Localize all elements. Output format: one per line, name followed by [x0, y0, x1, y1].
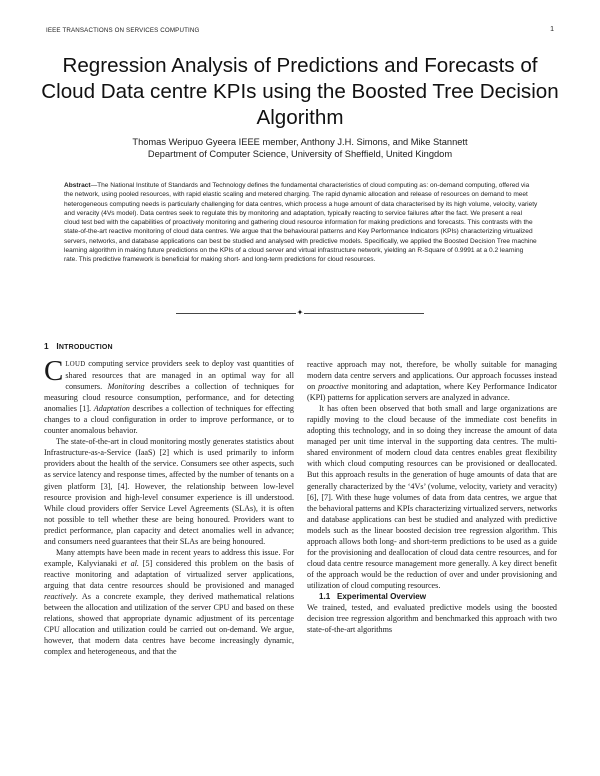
italic-term-reactively: reactively — [44, 591, 76, 601]
text-run: [5] considered this problem on the basis of reactive monitoring and adaptation of virtualized server applications, arguing that data centre resources should be provisioned and managed — [44, 558, 294, 590]
right-paragraph-1 — [307, 359, 557, 403]
section-number: 1 — [44, 341, 49, 351]
abstract-text: —The National Institute of Standards and Technology defines the fundamental characteristics of cloud computing as: on-demand computing, offered via the network, using pooled resources, with rapid elastic scaling and metered charging. The rapid dynamic allocation and release of resources on demand to meet heterogeneous computing needs is particularly challenging for data centres, which process a huge amount of data characterised by its high volume, velocity, variety and veracity (4Vs model). Data centres seek to regulate this by monitoring and adaptation, typically reacting to service failures after the fact. We present a real cloud test bed with the capabilities of proactively monitoring and gathering cloud resource information for making predictions and forecasts. This contrasts with the state-of-the-art reactive monitoring of cloud data centres. We argue that the behavioural patterns and Key Performance Indicators (KPIs) characterizing virtualized servers, networks, and database applications can best be studied and analysed with predictive models. Specifically, we applied the Boosted Decision Tree machine learning algorithm in making future predictions on the KPIs of a cloud server and virtual infrastructure network, yielding an R-Square of 0.9991 at a 0.2 learning rate. This predictive framework is beneficial for making short- and long-term predictions for cloud resources. — [64, 182, 538, 263]
text-run: reactive approach may not, therefore, be wholly suitable for managing modern data centre servers and applications. Our approach focusses instead on — [307, 360, 557, 392]
dropcap-smallcaps: LOUD — [65, 361, 86, 368]
text-run: describes a collection of techniques for measuring cloud resource consumption, performance, and for detecting anomalies [1]. — [44, 382, 294, 414]
author-affiliation: Department of Computer Science, University of Sheffield, United Kingdom — [147, 149, 453, 159]
page-number: 1 — [550, 26, 554, 33]
right-column — [307, 359, 557, 635]
dropcap-letter: C — [44, 355, 64, 387]
intro-paragraph-3 — [44, 547, 294, 657]
text-run: . As a concrete example, they derived mathematical relations between the allocation and utilization of the server CPU and based on these relations, showed that appropriate dynamic adjustment of its percentage CPU allocation and utilization could be carried out on-demand. We argue, however, that modern data centres have become increasingly dynamic, complex and heterogeneous, and that the — [44, 591, 294, 657]
text-run: Many attempts have been made in recent years to address this issue. For example, Kalyvianaki — [44, 547, 294, 568]
author-block — [40, 136, 560, 160]
abstract — [64, 181, 538, 264]
intro-paragraph-2: The state-of-the-art in cloud monitoring mostly generates statistics about Infrastructure-as-a-Service (IaaS) [2] which is used primarily to inform providers about the health of the service. Consumers see other aspects, such as service latency and response times, affected by the number of tenants on a given platform [3], [4]. However, the relationship between low-level resource provision and high-level consumer experience is ill understood. While cloud providers offer Service Level Agreements (SLAs), it is often not possible to tell whether these are being honoured. Providers want to predict performance, plan capacity and detect anomalies well in advance; and consumers need guarantees that their SLAs are being honoured. — [44, 437, 294, 546]
right-paragraph-3: We trained, tested, and evaluated predictive models using the boosted decision tree regression algorithm and benchmarked this approach with two state-of-the-art algorithms — [307, 603, 557, 635]
text-run: computing service providers seek to deploy vast quantities of shared resources that are managed in an optimal way for all consumers. — [65, 359, 294, 392]
text-run: monitoring and adaptation, where Key Performance Indicator (KPI) patterns for application servers are analyzed in advance. — [307, 382, 558, 403]
separator-diamond-icon: ✦ — [296, 308, 304, 317]
paper-title: Regression Analysis of Predictions and Forecasts of Cloud Data centre KPIs using the Boosted Tree Decision Algorithm — [41, 54, 559, 129]
intro-paragraph-1 — [44, 355, 294, 436]
abstract-label: Abstract — [64, 182, 91, 189]
italic-term-monitoring: Monitoring — [107, 382, 145, 392]
italic-term-adaptation: Adaptation — [93, 404, 130, 414]
section-title-cap: I — [56, 341, 59, 351]
italic-et-al: et al. — [120, 558, 139, 568]
right-paragraph-2: It has often been observed that both small and large organizations are rapidly moving to the cloud because of the immediate cost benefits in adopting this technology, and in so doing they increase the amount of data managed per unit time interval in the supporting data centres. The multi-shared environment of modern cloud data centres enables great flexibility with which cloud computing resources can be provisioned or deallocated. But this approach results in the generation of huge amounts of data that are generally characterized by the ‘4Vs’ (volume, velocity, variety and veracity) [6], [7]. With these huge volumes of data from data centres, we argue that the behavioral patterns and KPIs characterizing virtualized servers, networks and database applications can best be studied and analyzed with predictive models such as the linear boosted decision tree regression algorithm. This approach allows both long- and short-term predictions to be used as a guide for the provisioning and deallocation of cloud data centre resources, and for cloud data centre resource management more generally. A key direct benefit of the approach would be the reduction of over and under provisioning and utilization of cloud computing resources. — [307, 404, 557, 590]
text-run: describes a collection of techniques for effecting changes to a cloud configuration in order to improve performance, or to counter anomalous behavior. — [44, 404, 294, 436]
running-head: IEEE TRANSACTIONS ON SERVICES COMPUTING — [46, 27, 200, 34]
section-title-rest: NTRODUCTION — [58, 344, 113, 351]
italic-term-proactive: proactive — [318, 382, 349, 392]
subsection-heading: 1.1 Experimental Overview — [319, 591, 427, 601]
author-names: Thomas Weripuo Gyeera IEEE member, Anthony J.H. Simons, and Mike Stannett — [132, 137, 468, 147]
left-column — [44, 355, 294, 657]
section-heading — [44, 341, 113, 351]
